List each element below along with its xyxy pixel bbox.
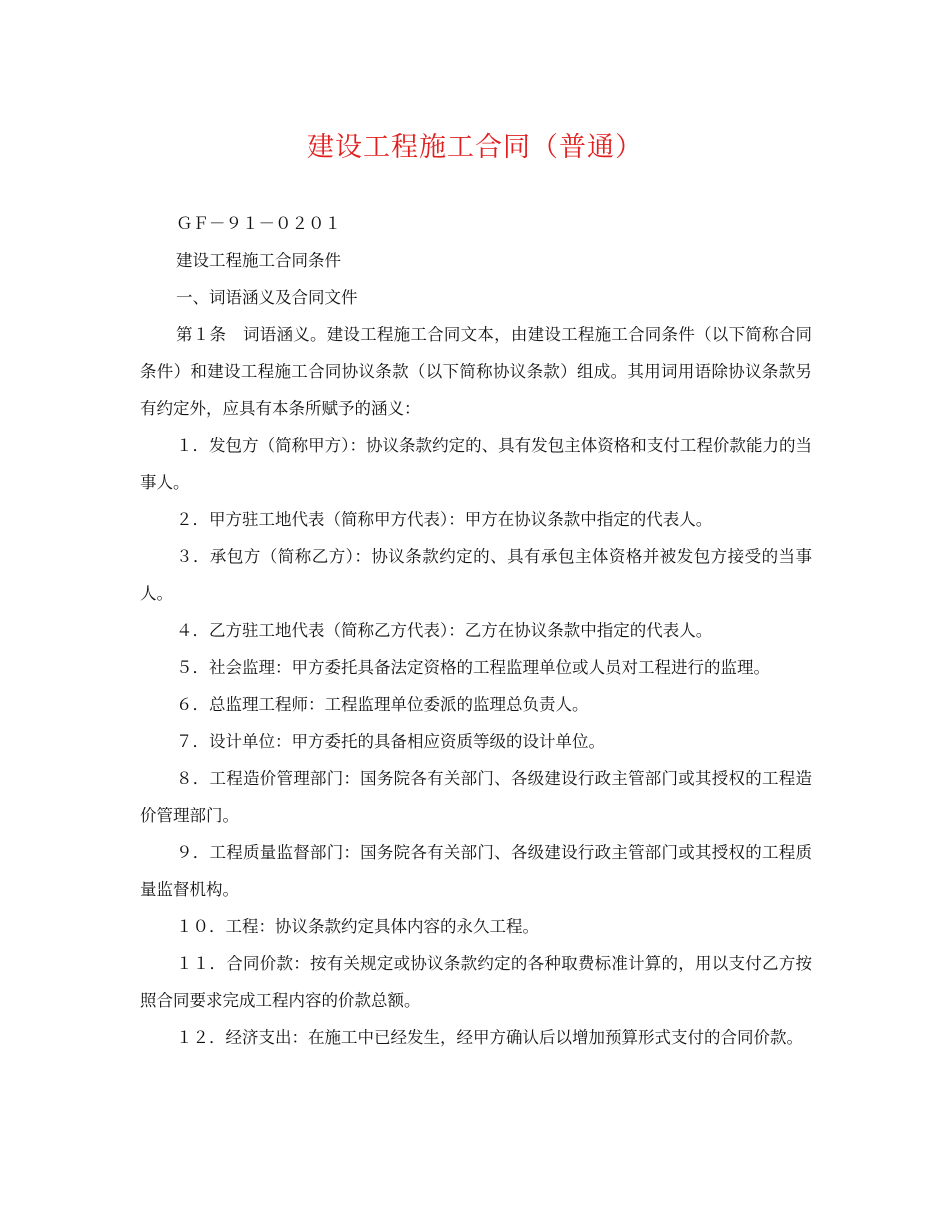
definition-item-9: ９．工程质量监督部门：国务院各有关部门、各级建设行政主管部门或其授权的工程质量监督机构。	[140, 843, 812, 899]
definition-item-11: １１．合同价款：按有关规定或协议条款约定的各种取费标准计算的，用以支付乙方按照合同要求完成工程内容的价款总额。	[140, 954, 812, 1010]
definition-item-3: ３．承包方（简称乙方）：协议条款约定的、具有承包主体资格并被发包方接受的当事人。	[140, 547, 812, 603]
definition-item-1: １．发包方（简称甲方）：协议条款约定的、具有发包主体资格和支付工程价款能力的当事人。	[140, 436, 812, 492]
definition-item-4: ４．乙方驻工地代表（简称乙方代表）：乙方在协议条款中指定的代表人。	[176, 621, 713, 640]
chapter-heading: 一、词语涵义及合同文件	[176, 288, 358, 307]
document-code: ＧＦ－９１－０２０１	[176, 214, 341, 233]
section-heading: 建设工程施工合同条件	[176, 251, 341, 270]
document-body	[140, 205, 812, 1056]
definition-item-10: １０．工程：协议条款约定具体内容的永久工程。	[176, 917, 539, 936]
definition-item-12: １２．经济支出：在施工中已经发生，经甲方确认后以增加预算形式支付的合同价款。	[176, 1028, 803, 1047]
definition-item-8: ８．工程造价管理部门：国务院各有关部门、各级建设行政主管部门或其授权的工程造价管理部门。	[140, 769, 812, 825]
definition-item-2: ２．甲方驻工地代表（简称甲方代表）：甲方在协议条款中指定的代表人。	[176, 510, 713, 529]
article-1-paragraph: 第１条 词语涵义。建设工程施工合同文本，由建设工程施工合同条件（以下简称合同条件）和建设工程施工合同协议条款（以下简称协议条款）组成。其用词用语除协议条款另有约定外，应具有本条所赋予的涵义：	[140, 325, 812, 418]
definition-item-6: ６．总监理工程师：工程监理单位委派的监理总负责人。	[176, 695, 589, 714]
definition-item-5: ５．社会监理：甲方委托具备法定资格的工程监理单位或人员对工程进行的监理。	[176, 658, 770, 677]
definition-item-7: ７．设计单位：甲方委托的具备相应资质等级的设计单位。	[176, 732, 605, 751]
document-title: 建设工程施工合同（普通）	[307, 132, 643, 163]
